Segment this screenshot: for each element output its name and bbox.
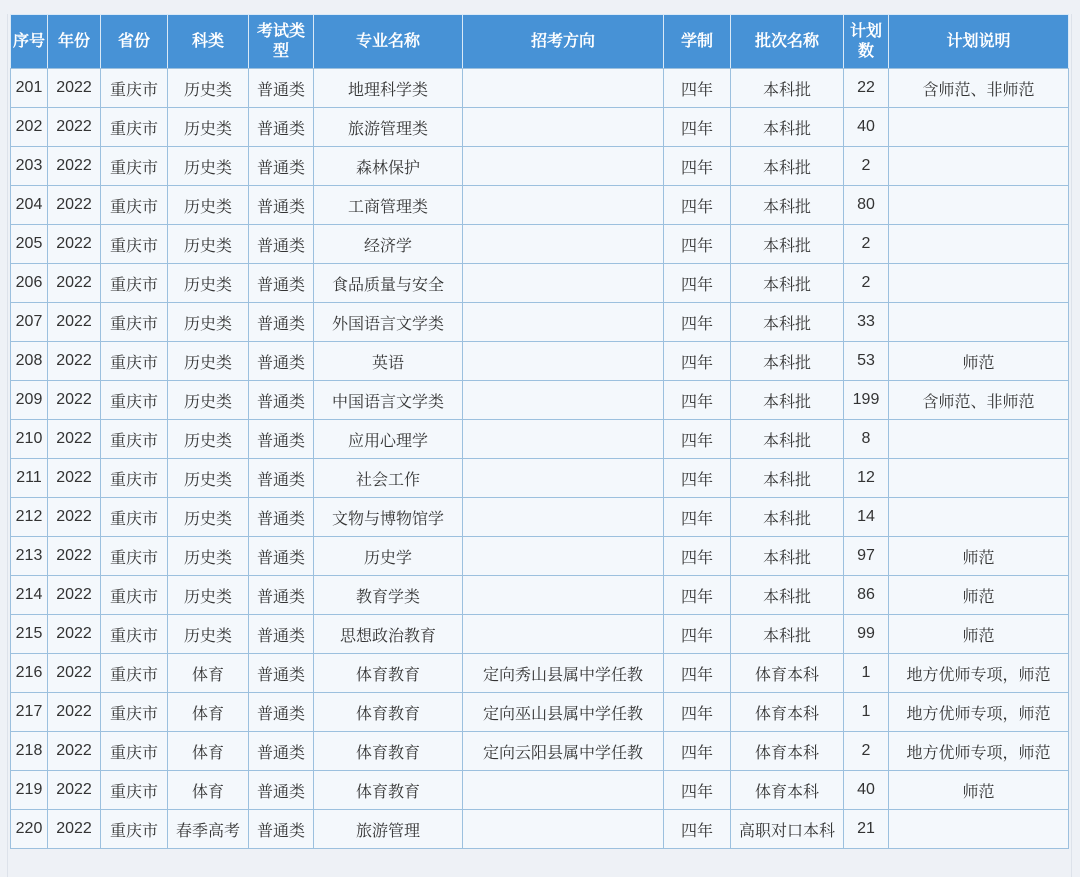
cell: 219 [11, 771, 48, 810]
cell: 历史学 [314, 537, 463, 576]
cell: 体育教育 [314, 654, 463, 693]
cell: 旅游管理 [314, 810, 463, 849]
cell: 99 [844, 615, 889, 654]
cell: 普通类 [249, 615, 314, 654]
cell: 历史类 [168, 498, 249, 537]
cell: 208 [11, 342, 48, 381]
cell: 重庆市 [101, 771, 168, 810]
cell: 重庆市 [101, 732, 168, 771]
cell: 2 [844, 225, 889, 264]
cell: 思想政治教育 [314, 615, 463, 654]
cell: 四年 [664, 303, 731, 342]
cell: 14 [844, 498, 889, 537]
cell: 四年 [664, 654, 731, 693]
container-border-right [1071, 14, 1072, 877]
cell: 四年 [664, 771, 731, 810]
table-row [11, 342, 1069, 381]
column-header: 序号 [11, 15, 48, 69]
cell: 重庆市 [101, 381, 168, 420]
cell: 历史类 [168, 108, 249, 147]
cell: 普通类 [249, 537, 314, 576]
cell: 地方优师专项，师范 [889, 654, 1069, 693]
cell: 本科批 [731, 303, 844, 342]
cell: 本科批 [731, 498, 844, 537]
column-header: 年份 [48, 15, 101, 69]
table-row [11, 615, 1069, 654]
cell: 2022 [48, 108, 101, 147]
cell: 207 [11, 303, 48, 342]
cell: 53 [844, 342, 889, 381]
cell: 四年 [664, 108, 731, 147]
cell [889, 498, 1069, 537]
cell: 重庆市 [101, 459, 168, 498]
cell: 社会工作 [314, 459, 463, 498]
table-row [11, 810, 1069, 849]
cell: 本科批 [731, 615, 844, 654]
column-header: 招考方向 [463, 15, 664, 69]
cell: 2 [844, 147, 889, 186]
cell [463, 147, 664, 186]
cell: 80 [844, 186, 889, 225]
cell: 2 [844, 732, 889, 771]
cell: 40 [844, 771, 889, 810]
container-border-left [7, 14, 8, 877]
cell: 经济学 [314, 225, 463, 264]
cell: 本科批 [731, 342, 844, 381]
cell: 2022 [48, 186, 101, 225]
cell: 体育本科 [731, 693, 844, 732]
cell: 214 [11, 576, 48, 615]
cell: 2022 [48, 537, 101, 576]
cell: 2022 [48, 342, 101, 381]
cell: 普通类 [249, 147, 314, 186]
cell: 高职对口本科 [731, 810, 844, 849]
cell: 重庆市 [101, 537, 168, 576]
cell: 重庆市 [101, 186, 168, 225]
cell: 普通类 [249, 810, 314, 849]
cell: 历史类 [168, 303, 249, 342]
cell: 重庆市 [101, 264, 168, 303]
cell: 1 [844, 654, 889, 693]
cell: 212 [11, 498, 48, 537]
cell: 217 [11, 693, 48, 732]
cell: 202 [11, 108, 48, 147]
cell: 本科批 [731, 420, 844, 459]
cell: 普通类 [249, 420, 314, 459]
cell [463, 576, 664, 615]
cell: 历史类 [168, 342, 249, 381]
cell [463, 108, 664, 147]
cell: 定向秀山县属中学任教 [463, 654, 664, 693]
cell [889, 264, 1069, 303]
cell: 重庆市 [101, 420, 168, 459]
cell: 四年 [664, 186, 731, 225]
cell: 重庆市 [101, 810, 168, 849]
cell: 工商管理类 [314, 186, 463, 225]
cell: 森林保护 [314, 147, 463, 186]
cell: 四年 [664, 381, 731, 420]
cell: 四年 [664, 264, 731, 303]
cell: 2022 [48, 693, 101, 732]
cell [463, 810, 664, 849]
cell: 2022 [48, 420, 101, 459]
cell: 四年 [664, 537, 731, 576]
cell: 体育教育 [314, 732, 463, 771]
cell: 地方优师专项，师范 [889, 693, 1069, 732]
cell: 本科批 [731, 537, 844, 576]
cell: 2022 [48, 732, 101, 771]
cell: 本科批 [731, 459, 844, 498]
cell: 普通类 [249, 654, 314, 693]
cell: 204 [11, 186, 48, 225]
cell: 2022 [48, 498, 101, 537]
cell: 重庆市 [101, 342, 168, 381]
cell: 普通类 [249, 693, 314, 732]
cell: 四年 [664, 576, 731, 615]
cell: 216 [11, 654, 48, 693]
cell: 四年 [664, 498, 731, 537]
cell: 普通类 [249, 69, 314, 108]
table-row [11, 576, 1069, 615]
cell: 重庆市 [101, 498, 168, 537]
cell: 四年 [664, 420, 731, 459]
cell: 定向巫山县属中学任教 [463, 693, 664, 732]
cell: 四年 [664, 615, 731, 654]
cell: 215 [11, 615, 48, 654]
cell: 含师范、非师范 [889, 69, 1069, 108]
cell: 体育 [168, 732, 249, 771]
cell: 历史类 [168, 264, 249, 303]
table-body [11, 69, 1069, 849]
cell [463, 420, 664, 459]
cell: 四年 [664, 810, 731, 849]
page [0, 14, 1080, 877]
cell: 历史类 [168, 69, 249, 108]
cell: 四年 [664, 69, 731, 108]
cell: 体育 [168, 654, 249, 693]
table-row [11, 225, 1069, 264]
table-row [11, 108, 1069, 147]
cell: 四年 [664, 147, 731, 186]
table-row [11, 654, 1069, 693]
cell: 本科批 [731, 186, 844, 225]
cell: 四年 [664, 342, 731, 381]
cell: 普通类 [249, 732, 314, 771]
cell [889, 225, 1069, 264]
cell: 体育教育 [314, 771, 463, 810]
cell: 普通类 [249, 459, 314, 498]
column-header: 省份 [101, 15, 168, 69]
table-row [11, 732, 1069, 771]
cell [463, 264, 664, 303]
cell: 2022 [48, 576, 101, 615]
cell: 普通类 [249, 771, 314, 810]
cell: 201 [11, 69, 48, 108]
table-row [11, 459, 1069, 498]
table-row [11, 147, 1069, 186]
cell [889, 108, 1069, 147]
cell [463, 537, 664, 576]
cell: 体育 [168, 693, 249, 732]
cell: 体育本科 [731, 732, 844, 771]
column-header: 计划说明 [889, 15, 1069, 69]
cell: 本科批 [731, 381, 844, 420]
cell: 文物与博物馆学 [314, 498, 463, 537]
cell: 重庆市 [101, 147, 168, 186]
cell: 历史类 [168, 225, 249, 264]
cell: 体育本科 [731, 654, 844, 693]
cell: 普通类 [249, 342, 314, 381]
header-row [11, 15, 1069, 69]
column-header: 学制 [664, 15, 731, 69]
cell: 地理科学类 [314, 69, 463, 108]
cell: 历史类 [168, 576, 249, 615]
cell: 40 [844, 108, 889, 147]
cell: 普通类 [249, 303, 314, 342]
cell: 重庆市 [101, 693, 168, 732]
cell: 历史类 [168, 537, 249, 576]
cell: 本科批 [731, 225, 844, 264]
cell: 213 [11, 537, 48, 576]
cell: 8 [844, 420, 889, 459]
cell [463, 615, 664, 654]
cell: 199 [844, 381, 889, 420]
cell: 四年 [664, 225, 731, 264]
cell: 2022 [48, 615, 101, 654]
cell: 师范 [889, 771, 1069, 810]
cell [889, 303, 1069, 342]
cell [889, 810, 1069, 849]
cell [463, 771, 664, 810]
cell: 12 [844, 459, 889, 498]
column-header: 计划数 [844, 15, 889, 69]
cell: 本科批 [731, 264, 844, 303]
cell: 食品质量与安全 [314, 264, 463, 303]
cell [889, 186, 1069, 225]
cell [889, 147, 1069, 186]
cell: 历史类 [168, 147, 249, 186]
cell [463, 342, 664, 381]
cell: 英语 [314, 342, 463, 381]
column-header: 考试类型 [249, 15, 314, 69]
cell: 普通类 [249, 186, 314, 225]
cell: 205 [11, 225, 48, 264]
cell: 师范 [889, 615, 1069, 654]
table-row [11, 69, 1069, 108]
cell: 重庆市 [101, 654, 168, 693]
table-row [11, 381, 1069, 420]
cell: 地方优师专项，师范 [889, 732, 1069, 771]
cell: 历史类 [168, 381, 249, 420]
cell: 中国语言文学类 [314, 381, 463, 420]
cell: 普通类 [249, 264, 314, 303]
cell [463, 498, 664, 537]
cell: 2 [844, 264, 889, 303]
cell: 22 [844, 69, 889, 108]
cell: 旅游管理类 [314, 108, 463, 147]
cell [463, 69, 664, 108]
cell: 211 [11, 459, 48, 498]
cell: 本科批 [731, 108, 844, 147]
cell: 2022 [48, 810, 101, 849]
cell: 本科批 [731, 69, 844, 108]
cell: 33 [844, 303, 889, 342]
cell: 师范 [889, 342, 1069, 381]
cell: 209 [11, 381, 48, 420]
table-header [11, 15, 1069, 69]
cell: 历史类 [168, 420, 249, 459]
cell: 历史类 [168, 186, 249, 225]
cell: 应用心理学 [314, 420, 463, 459]
cell: 重庆市 [101, 303, 168, 342]
table-row [11, 771, 1069, 810]
column-header: 专业名称 [314, 15, 463, 69]
cell: 普通类 [249, 225, 314, 264]
cell: 2022 [48, 147, 101, 186]
cell: 普通类 [249, 108, 314, 147]
cell: 重庆市 [101, 108, 168, 147]
cell: 重庆市 [101, 615, 168, 654]
cell: 春季高考 [168, 810, 249, 849]
table-row [11, 303, 1069, 342]
cell [889, 420, 1069, 459]
cell: 重庆市 [101, 225, 168, 264]
table-row [11, 264, 1069, 303]
cell [463, 186, 664, 225]
cell: 体育 [168, 771, 249, 810]
table-row [11, 537, 1069, 576]
cell: 2022 [48, 69, 101, 108]
cell: 普通类 [249, 576, 314, 615]
cell [889, 459, 1069, 498]
cell: 外国语言文学类 [314, 303, 463, 342]
cell [463, 459, 664, 498]
cell: 普通类 [249, 381, 314, 420]
cell [463, 225, 664, 264]
column-header: 批次名称 [731, 15, 844, 69]
cell: 203 [11, 147, 48, 186]
table-row [11, 498, 1069, 537]
admission-plan-table [10, 14, 1069, 849]
cell: 2022 [48, 303, 101, 342]
cell: 21 [844, 810, 889, 849]
cell: 本科批 [731, 576, 844, 615]
cell: 师范 [889, 537, 1069, 576]
cell: 210 [11, 420, 48, 459]
cell: 四年 [664, 693, 731, 732]
cell: 2022 [48, 225, 101, 264]
cell: 历史类 [168, 615, 249, 654]
cell: 220 [11, 810, 48, 849]
cell: 2022 [48, 381, 101, 420]
cell: 86 [844, 576, 889, 615]
cell: 218 [11, 732, 48, 771]
cell: 2022 [48, 771, 101, 810]
cell: 重庆市 [101, 69, 168, 108]
cell: 重庆市 [101, 576, 168, 615]
cell [463, 303, 664, 342]
cell: 教育学类 [314, 576, 463, 615]
table-row [11, 693, 1069, 732]
cell: 2022 [48, 654, 101, 693]
cell: 体育本科 [731, 771, 844, 810]
cell: 含师范、非师范 [889, 381, 1069, 420]
cell: 2022 [48, 459, 101, 498]
cell [463, 381, 664, 420]
column-header: 科类 [168, 15, 249, 69]
cell: 四年 [664, 459, 731, 498]
cell: 定向云阳县属中学任教 [463, 732, 664, 771]
table-row [11, 420, 1069, 459]
cell: 体育教育 [314, 693, 463, 732]
cell: 四年 [664, 732, 731, 771]
cell: 97 [844, 537, 889, 576]
cell: 普通类 [249, 498, 314, 537]
cell: 师范 [889, 576, 1069, 615]
cell: 本科批 [731, 147, 844, 186]
cell: 历史类 [168, 459, 249, 498]
table-row [11, 186, 1069, 225]
cell: 2022 [48, 264, 101, 303]
cell: 206 [11, 264, 48, 303]
cell: 1 [844, 693, 889, 732]
